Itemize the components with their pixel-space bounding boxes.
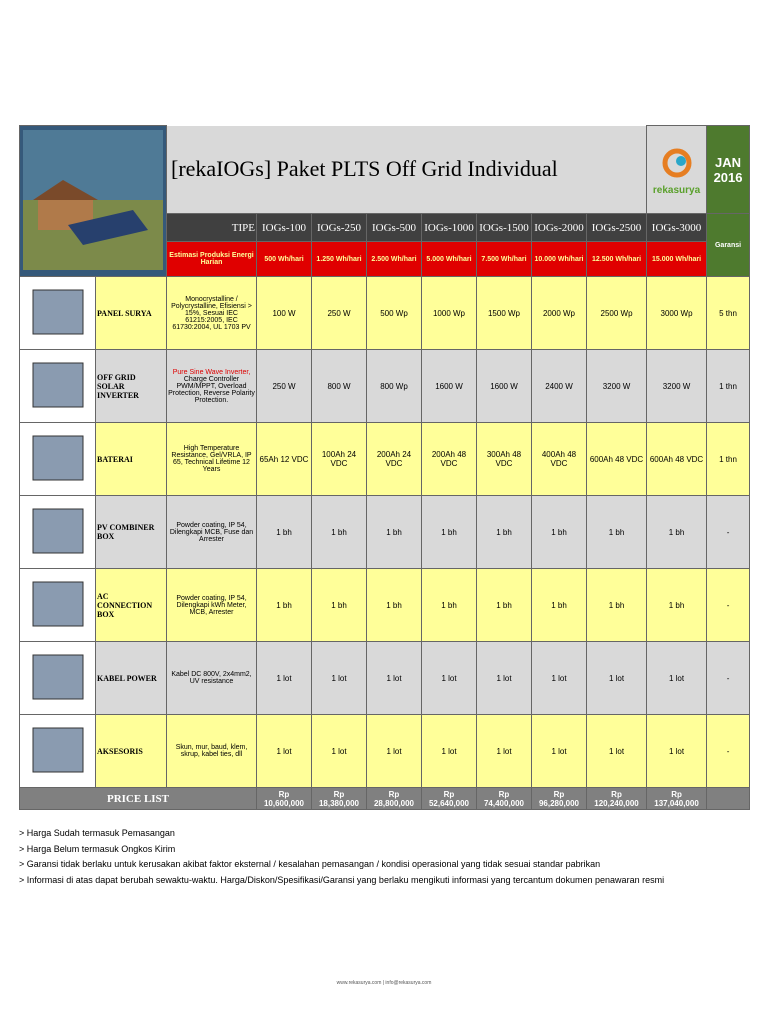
product-value: 1 bh [367,569,422,642]
type-header: IOGs-2000 [532,214,587,242]
product-value: 1500 Wp [477,277,532,350]
price-garansi-empty [707,788,750,810]
product-desc-text: Powder coating, IP 54, Dilengkapi kWh Meter, MCB, Arrester [176,594,247,616]
product-value: 1 bh [257,569,312,642]
product-warranty: - [707,496,750,569]
note-item: > Garansi tidak berlaku untuk kerusakan akibat faktor eksternal / kesalahan pemasangan / kondisi operasional yang tidak sesuai standar pabrikan [19,859,601,869]
product-desc-text: Powder coating, IP 54, Dilengkapi MCB, Fuse dan Arrester [169,521,254,543]
type-header: IOGs-1000 [422,214,477,242]
price-value: Rp 28,800,000 [367,788,422,810]
brand-logo [647,126,707,214]
product-value: 1 bh [532,496,587,569]
product-desc-text: Kabel DC 800V, 2x4mm2, UV resistance [171,671,252,685]
product-image [20,277,96,350]
product-value: 1 lot [587,715,647,788]
product-value: 1 bh [532,569,587,642]
product-warranty: - [707,642,750,715]
price-value: Rp 74,400,000 [477,788,532,810]
product-value: 1 lot [422,642,477,715]
product-warranty: 1 thn [707,350,750,423]
product-value: 600Ah 48 VDC [647,423,707,496]
product-desc-text: Charge Controller PWM/MPPT, Overload Protection, Reverse Polarity Protection. [168,375,255,404]
product-value: 1 lot [367,715,422,788]
energy-value: 10.000 Wh/hari [532,242,587,277]
energy-value: 5.000 Wh/hari [422,242,477,277]
product-desc [167,277,257,350]
product-value: 2000 Wp [532,277,587,350]
note-item: > Harga Sudah termasuk Pemasangan [19,828,175,838]
product-value: 200Ah 24 VDC [367,423,422,496]
product-value: 1 lot [532,715,587,788]
price-value: Rp 10,600,000 [257,788,312,810]
product-value: 1 bh [257,496,312,569]
product-value: 100Ah 24 VDC [312,423,367,496]
product-value: 1 lot [312,715,367,788]
product-value: 1 lot [312,642,367,715]
product-desc-text: Monocrystalline / Polycrystalline, Efisiensi > 15%, Sesuai IEC 61215:2005, IEC 61730:2004, UL 1703 PV [171,295,252,331]
energy-value: 15.000 Wh/hari [647,242,707,277]
note-item: > Harga Belum termasuk Ongkos Kirim [19,843,176,854]
product-value: 500 Wp [367,277,422,350]
product-warranty: 5 thn [707,277,750,350]
type-header: IOGs-100 [257,214,312,242]
price-value: Rp 137,040,000 [647,788,707,810]
product-value: 1600 W [477,350,532,423]
product-desc [167,715,257,788]
page-title: [rekaIOGs] Paket PLTS Off Grid Individual [167,126,647,214]
product-value: 250 W [312,277,367,350]
product-value: 1600 W [422,350,477,423]
date-year: 2016 [713,169,743,185]
tipe-label: TIPE [167,214,257,242]
price-value: Rp 96,280,000 [532,788,587,810]
product-desc [167,496,257,569]
energy-value: 500 Wh/hari [257,242,312,277]
product-name: AC CONNECTION BOX [96,569,167,642]
product-value: 100 W [257,277,312,350]
energy-value: 7.500 Wh/hari [477,242,532,277]
product-image [20,423,96,496]
notes [19,826,664,888]
product-value: 1 bh [477,496,532,569]
product-value: 1 bh [422,496,477,569]
product-value: 1 bh [367,496,422,569]
product-row [20,496,750,569]
product-warranty: 1 thn [707,423,750,496]
energy-value: 12.500 Wh/hari [587,242,647,277]
product-row [20,569,750,642]
product-value: 1 bh [647,496,707,569]
product-value: 300Ah 48 VDC [477,423,532,496]
price-sheet [19,125,749,810]
product-name: OFF GRID SOLAR INVERTER [96,350,167,423]
product-desc [167,423,257,496]
product-value: 1 lot [477,715,532,788]
product-desc [167,569,257,642]
product-value: 1 lot [587,642,647,715]
product-value: 65Ah 12 VDC [257,423,312,496]
brand-name: rekasurya [652,185,701,196]
note-item: > Informasi di atas dapat berubah sewaktu-waktu. Harga/Diskon/Spesifikasi/Garansi yang berlaku mengikuti informasi yang tercantum dokumen penawaran resmi [19,874,665,885]
type-header: IOGs-2500 [587,214,647,242]
product-image [20,569,96,642]
type-header: IOGs-500 [367,214,422,242]
product-value: 2400 W [532,350,587,423]
product-value: 1 lot [647,642,707,715]
product-desc-text: High Temperature Resistance, Gel/VRLA, IP 65, Technical Lifetime 12 Years [171,445,252,473]
type-header: IOGs-1500 [477,214,532,242]
product-value: 1 lot [647,715,707,788]
product-value: 1000 Wp [422,277,477,350]
product-value: 2500 Wp [587,277,647,350]
product-image [20,642,96,715]
product-row [20,350,750,423]
footer: www.rekasurya.com | info@rekasurya.com [336,980,432,986]
product-value: 400Ah 48 VDC [532,423,587,496]
product-value: 800 Wp [367,350,422,423]
product-value: 1 bh [587,569,647,642]
product-row [20,423,750,496]
price-table [19,125,750,810]
product-row [20,642,750,715]
product-row [20,715,750,788]
product-image [20,496,96,569]
product-value: 1 lot [477,642,532,715]
product-value: 1 lot [422,715,477,788]
product-desc-highlight: Pure Sine Wave Inverter, [172,368,251,376]
product-name: KABEL POWER [96,642,167,715]
product-warranty: - [707,715,750,788]
energy-label: Estimasi Produksi Energi Harian [167,242,257,277]
product-desc [167,350,257,423]
product-value: 1 lot [532,642,587,715]
product-value: 1 bh [312,496,367,569]
product-name: AKSESORIS [96,715,167,788]
product-value: 1 lot [257,642,312,715]
product-value: 1 bh [647,569,707,642]
product-value: 600Ah 48 VDC [587,423,647,496]
product-value: 250 W [257,350,312,423]
garansi-header: Garansi [707,214,750,277]
product-desc [167,642,257,715]
product-value: 1 lot [367,642,422,715]
type-header: IOGs-3000 [647,214,707,242]
product-name: PV COMBINER BOX [96,496,167,569]
price-value: Rp 18,380,000 [312,788,367,810]
price-value: Rp 120,240,000 [587,788,647,810]
product-value: 1 bh [587,496,647,569]
product-value: 3200 W [587,350,647,423]
type-header: IOGs-250 [312,214,367,242]
product-name: PANEL SURYA [96,277,167,350]
product-value: 1 bh [422,569,477,642]
product-value: 3200 W [647,350,707,423]
energy-value: 1.250 Wh/hari [312,242,367,277]
product-image [20,715,96,788]
energy-value: 2.500 Wh/hari [367,242,422,277]
product-value: 800 W [312,350,367,423]
product-desc-text: Skun, mur, baud, klem, skrup, kabel ties, dll [175,744,248,758]
product-row [20,277,750,350]
date-month: JAN [715,154,742,170]
date-badge [707,126,750,214]
product-name: BATERAI [96,423,167,496]
product-value: 1 bh [312,569,367,642]
price-value: Rp 52,640,000 [422,788,477,810]
house-solar-photo [20,126,167,277]
product-value: 1 bh [477,569,532,642]
product-image [20,350,96,423]
product-value: 3000 Wp [647,277,707,350]
price-list-label: PRICE LIST [20,788,257,810]
product-value: 1 lot [257,715,312,788]
product-warranty: - [707,569,750,642]
product-value: 200Ah 48 VDC [422,423,477,496]
